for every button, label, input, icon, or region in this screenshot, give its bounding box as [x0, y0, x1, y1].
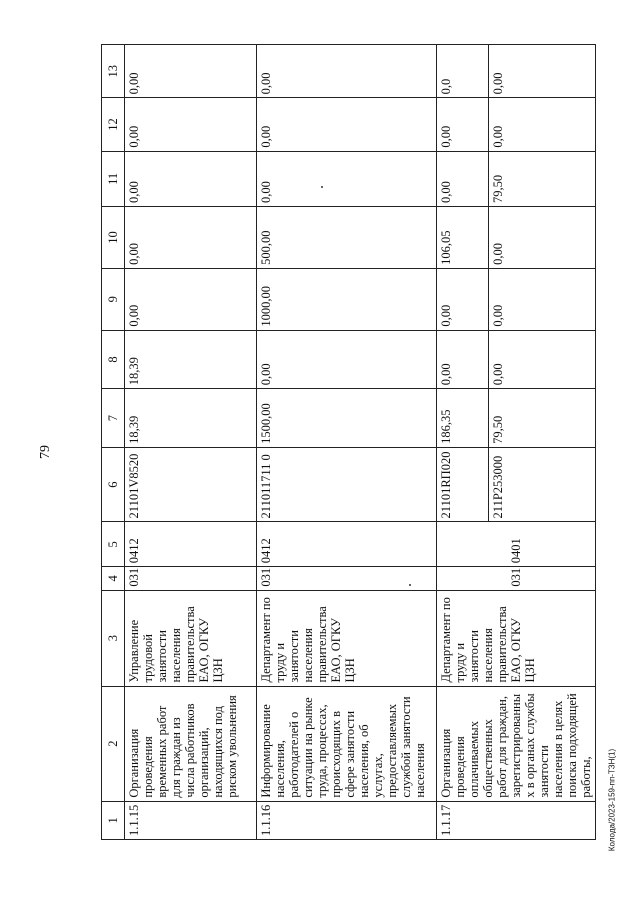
budget-table — [101, 44, 596, 840]
value-col-11: 0,00 — [257, 151, 437, 206]
measure-description: Организация проведения временных работ для граждан из числа работников организаций, находящихся под риском увольнения — [125, 686, 257, 801]
gr-code: 031 — [437, 567, 596, 590]
row-number: 1.1.15 — [125, 801, 257, 839]
rz-pr-code: 0412 — [257, 522, 437, 567]
value-col-12: 0,00 — [125, 98, 257, 151]
csr-code: 21101RП020 — [437, 447, 489, 522]
executor: Управление трудовой занятости населения правительства ЕАО, ОГКУ ЦЗН — [125, 590, 257, 686]
table-row — [257, 45, 437, 840]
header-cell: 12 — [102, 98, 125, 151]
value-total: 18,39 — [125, 389, 257, 448]
value-col-11: 79,50 — [488, 151, 595, 206]
executor: Департамент по труду и занятости населения правительства ЕАО, ОГКУ ЦЗН — [257, 590, 437, 686]
page-number: 79 — [38, 445, 53, 459]
value-col-13: 0,0 — [437, 45, 489, 98]
budget-table-container — [101, 44, 593, 840]
csr-code: 211011711 0 — [257, 447, 437, 522]
value-col-9: 0,00 — [437, 268, 489, 330]
value-col-8: 18,39 — [125, 330, 257, 389]
table-row — [125, 45, 257, 840]
header-cell: 9 — [102, 268, 125, 330]
value-col-8: 0,00 — [437, 330, 489, 389]
scan-speck — [409, 584, 411, 586]
header-cell: 7 — [102, 389, 125, 448]
header-cell: 3 — [102, 590, 125, 686]
value-col-8: 0,00 — [257, 330, 437, 389]
rz-pr-code: 0412 — [125, 522, 257, 567]
header-cell: 1 — [102, 801, 125, 839]
header-cell: 2 — [102, 686, 125, 801]
measure-description: Информирование населения, работодателей о ситуации на рынке труда, процессах, происходящих в сфере занятости населения, об услугах, предоставляемых службой занятости населения — [257, 686, 437, 801]
header-cell: 4 — [102, 567, 125, 590]
value-col-13: 0,00 — [257, 45, 437, 98]
value-col-10: 0,00 — [125, 207, 257, 269]
header-cell: 5 — [102, 522, 125, 567]
value-col-10: 106,05 — [437, 207, 489, 269]
value-col-13: 0,00 — [125, 45, 257, 98]
value-col-8: 0,00 — [488, 330, 595, 389]
value-col-10: 0,00 — [488, 207, 595, 269]
value-total: 79,50 — [488, 389, 595, 448]
value-col-12: 0,00 — [437, 98, 489, 151]
gr-code: 031 — [257, 567, 437, 590]
header-cell: 6 — [102, 447, 125, 522]
rz-pr-code: 0401 — [437, 522, 596, 567]
document-code: Колода/2023-159-пп-ТЗН(1) — [607, 748, 617, 852]
value-col-9: 0,00 — [488, 268, 595, 330]
executor: Департамент по труду и занятости населения правительства ЕАО, ОГКУ ЦЗН — [437, 590, 596, 686]
value-total: 186,35 — [437, 389, 489, 448]
gr-code: 031 — [125, 567, 257, 590]
value-col-9: 0,00 — [125, 268, 257, 330]
table-row — [437, 45, 489, 840]
budget-table-rotated — [101, 44, 593, 840]
value-total: 1500,00 — [257, 389, 437, 448]
row-number: 1.1.16 — [257, 801, 437, 839]
measure-description: Организация проведения оплачиваемых общественных работ для граждан, зарегистрированных в органах службы занятости населения в целях поиска подходящей работы, — [437, 686, 596, 801]
csr-code: 21101V8520 — [125, 447, 257, 522]
csr-code: 211Р253000 — [488, 447, 595, 522]
value-col-11: 0,00 — [437, 151, 489, 206]
value-col-9: 1000,00 — [257, 268, 437, 330]
value-col-10: 500,00 — [257, 207, 437, 269]
scan-speck — [321, 186, 323, 188]
header-cell: 8 — [102, 330, 125, 389]
value-col-13: 0,00 — [488, 45, 595, 98]
header-cell: 13 — [102, 45, 125, 98]
table-header-row — [102, 45, 125, 840]
value-col-11: 0,00 — [125, 151, 257, 206]
value-col-12: 0,00 — [488, 98, 595, 151]
value-col-12: 0,00 — [257, 98, 437, 151]
header-cell: 10 — [102, 207, 125, 269]
header-cell: 11 — [102, 151, 125, 206]
row-number: 1.1.17 — [437, 801, 596, 839]
